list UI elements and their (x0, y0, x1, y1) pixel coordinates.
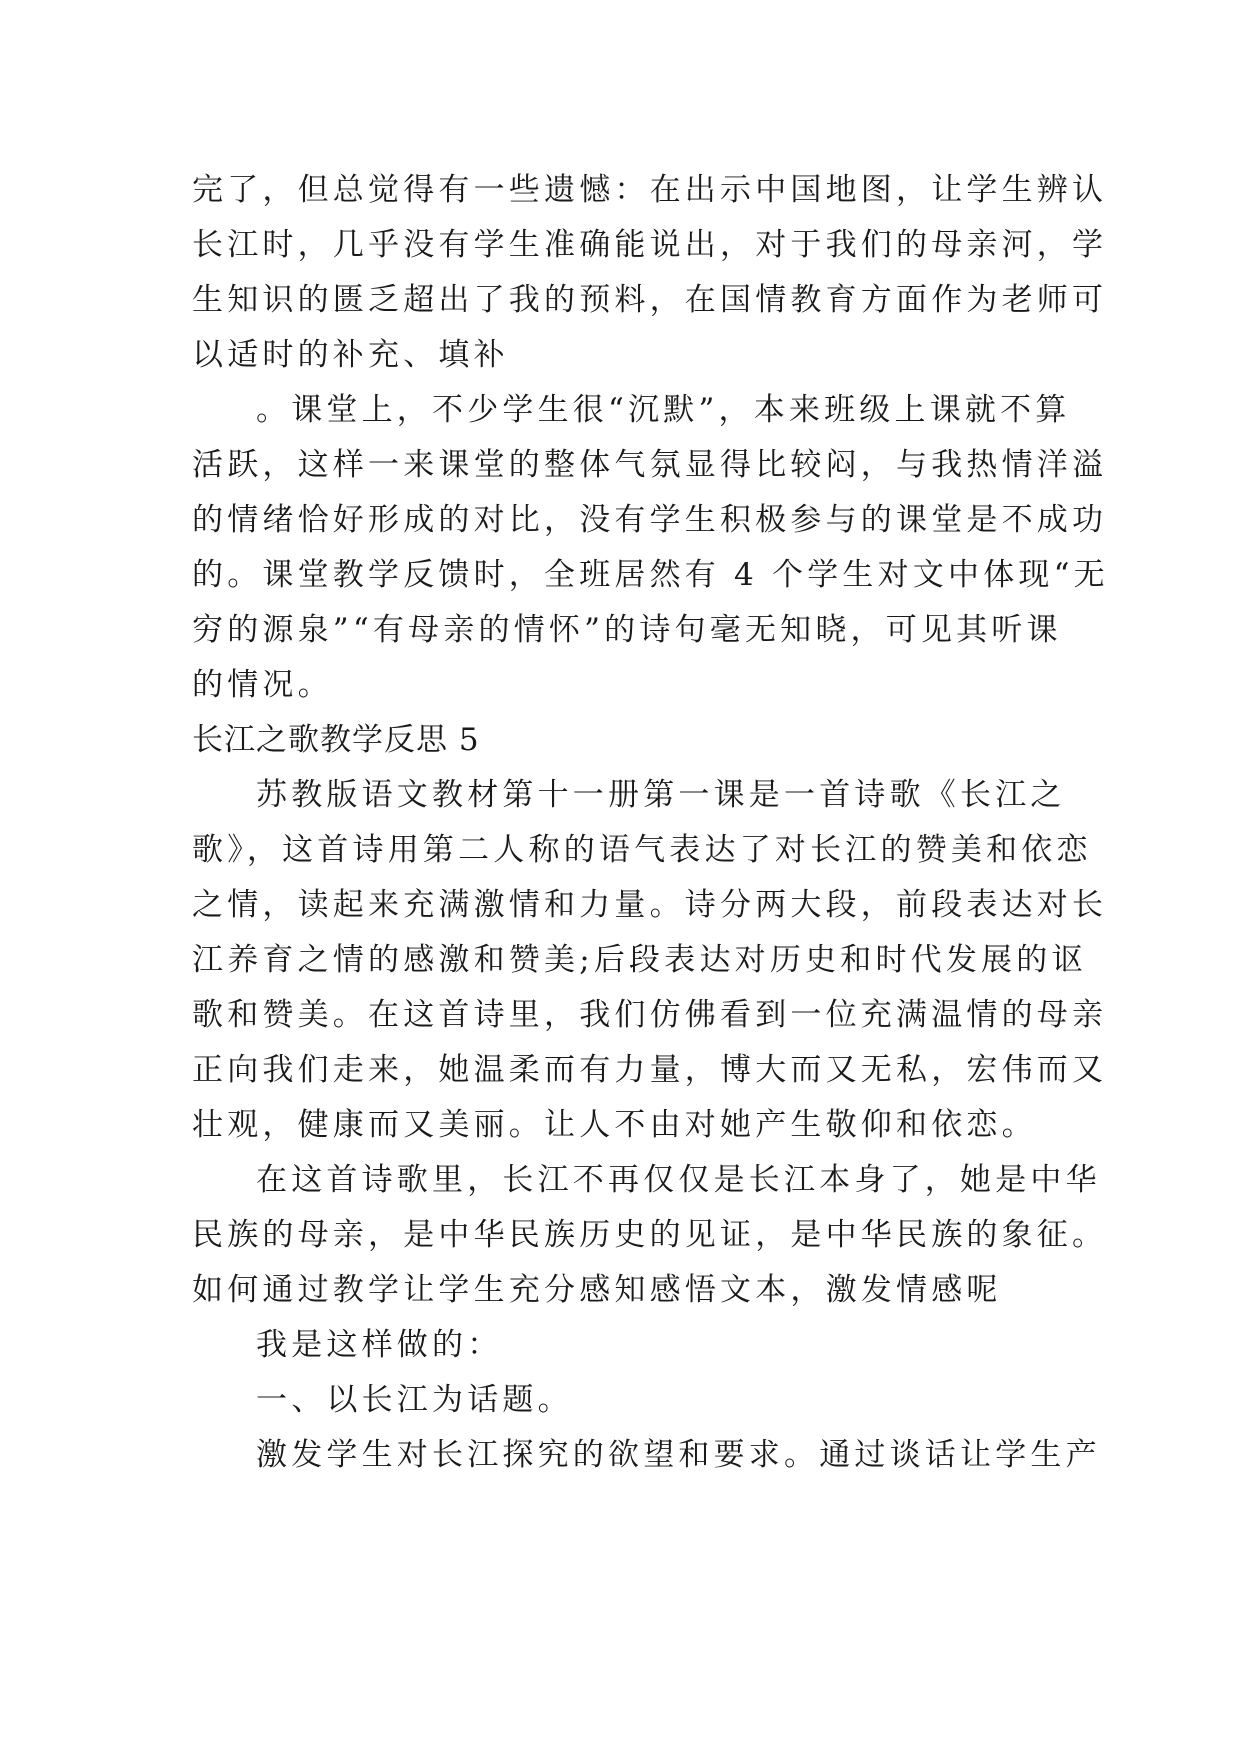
text-line: 完了，但总觉得有一些遗憾：在出示中国地图，让学生辨认 (192, 172, 1108, 208)
document-body (192, 163, 1109, 1483)
text-line: 在这首诗歌里，长江不再仅仅是长江本身了，她是中华 (256, 1162, 1101, 1198)
text-line: 歌》，这首诗用第二人称的语气表达了对长江的赞美和依恋 (192, 832, 1092, 868)
text-line: 的。课堂教学反馈时，全班居然有 4 个学生对文中体现“无 (192, 557, 1109, 593)
text-line: 的情绪恰好形成的对比，没有学生积极参与的课堂是不成功 (192, 502, 1108, 538)
text-line: 生知识的匮乏超出了我的预料，在国情教育方面作为老师可 (192, 282, 1108, 318)
text-line: 壮观，健康而又美丽。让人不由对她产生敬仰和依恋。 (192, 1107, 1037, 1143)
text-line: 如何通过教学让学生充分感知感悟文本，激发情感呢 (192, 1272, 1002, 1308)
text-line: 以适时的补充、填补 (192, 337, 509, 373)
text-line: 正向我们走来，她温柔而有力量，博大而又无私，宏伟而又 (192, 1052, 1108, 1088)
text-line: 之情，读起来充满激情和力量。诗分两大段，前段表达对长 (192, 887, 1108, 923)
text-line: 民族的母亲，是中华民族历史的见证，是中华民族的象征。 (192, 1217, 1108, 1253)
text-line: 长江时，几乎没有学生准确能说出，对于我们的母亲河，学 (192, 227, 1108, 263)
text-line: 。课堂上，不少学生很“沉默”，本来班级上课就不算 (256, 392, 1071, 428)
section-heading: 长江之歌教学反思 5 (192, 722, 480, 758)
text-line: 活跃，这样一来课堂的整体气氛显得比较闷，与我热情洋溢 (192, 447, 1108, 483)
text-line: 一、以长江为话题。 (256, 1382, 573, 1418)
text-line: 穷的源泉”“有母亲的情怀”的诗句毫无知晓，可见其听课 (192, 612, 1062, 648)
text-line: 激发学生对长江探究的欲望和要求。通过谈话让学生产 (256, 1437, 1101, 1473)
text-line: 歌和赞美。在这首诗里，我们仿佛看到一位充满温情的母亲 (192, 997, 1108, 1033)
text-line: 苏教版语文教材第十一册第一课是一首诗歌《长江之 (256, 777, 1066, 813)
text-line: 江养育之情的感激和赞美;后段表达对历史和时代发展的讴 (192, 942, 1087, 978)
text-line: 的情况。 (192, 667, 333, 703)
text-line: 我是这样做的： (256, 1327, 503, 1363)
